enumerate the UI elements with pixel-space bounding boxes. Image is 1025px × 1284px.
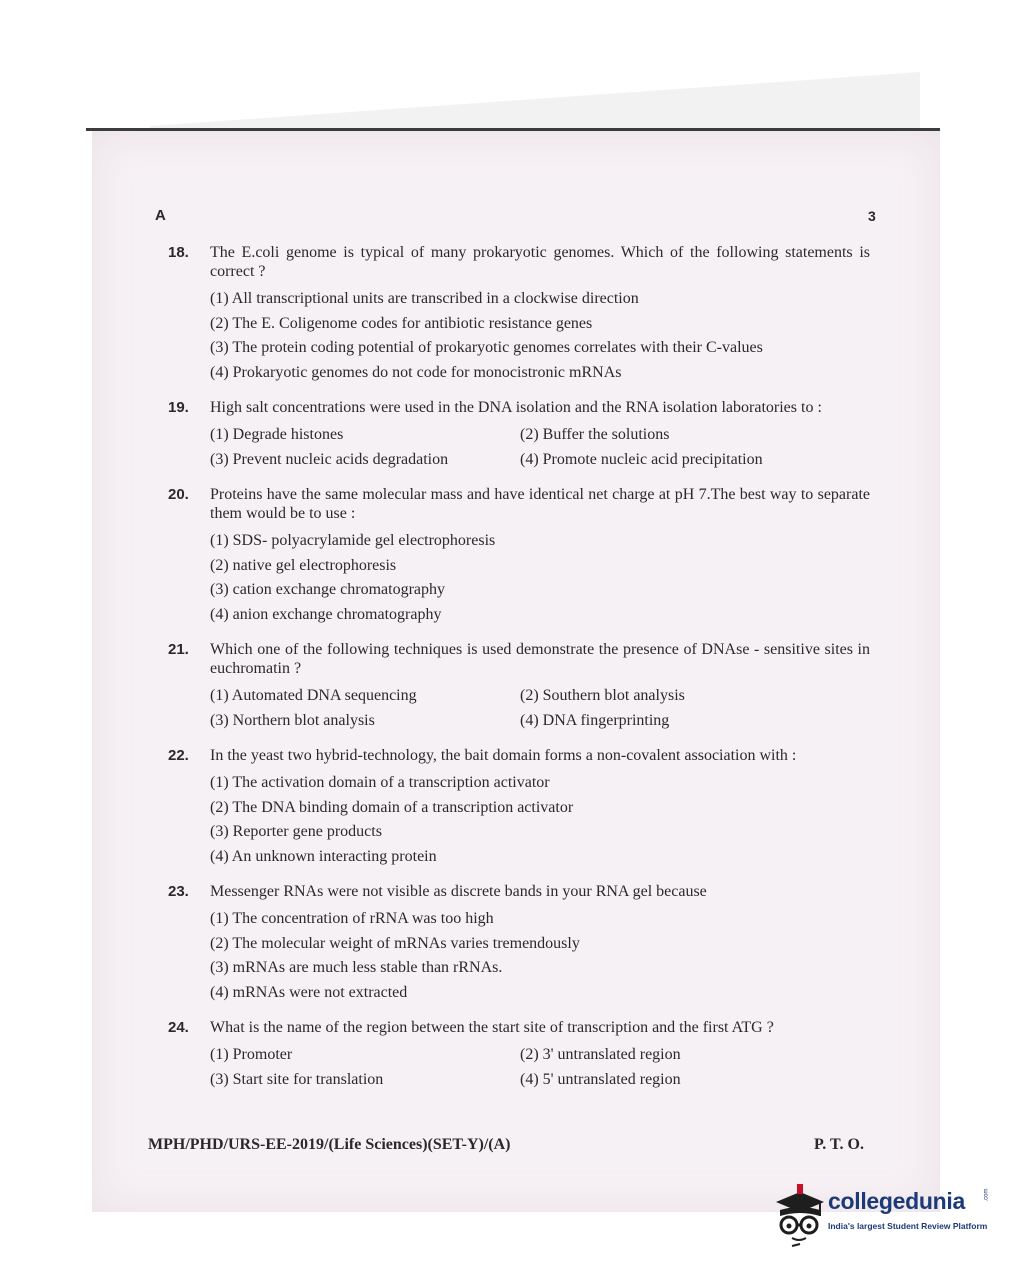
option-3: (3) Prevent nucleic acids degradation <box>210 450 449 468</box>
question-text: Which one of the following techniques is used demonstrate the presence of DNAse - sensitive sites in euchromatin ? <box>210 641 870 677</box>
option-list <box>210 423 870 472</box>
option-3: (3) mRNAs are much less stable than rRNAs. <box>210 959 503 976</box>
option-2: (2) Southern blot analysis <box>520 687 685 704</box>
brand-domain: .com <box>983 1188 990 1202</box>
question-24 <box>168 1018 870 1092</box>
question-number: 19. <box>168 399 189 416</box>
option-1: (1) The concentration of rRNA was too high <box>210 910 494 927</box>
question-text: Proteins have the same molecular mass and have identical net charge at pH 7.The best way to separate them would be to use : <box>210 486 870 522</box>
question-number: 23. <box>168 883 189 900</box>
page-number: 3 <box>868 208 876 224</box>
question-22 <box>168 746 870 869</box>
option-3: (3) Northern blot analysis <box>210 711 375 729</box>
question-18 <box>168 243 870 385</box>
option-4: (4) Promote nucleic acid precipitation <box>520 450 763 468</box>
question-list <box>168 243 870 1105</box>
question-number: 21. <box>168 641 189 658</box>
option-2: (2) native gel electrophoresis <box>210 556 397 574</box>
question-number: 20. <box>168 486 189 503</box>
option-2: (2) 3' untranslated region <box>520 1046 681 1063</box>
question-text: High salt concentrations were used in the DNA isolation and the RNA isolation laboratories to : <box>210 399 822 416</box>
option-1: (1) Promoter <box>210 1046 293 1063</box>
question-number: 18. <box>168 244 189 261</box>
option-list <box>210 1043 870 1092</box>
question-text: The E.coli genome is typical of many prokaryotic genomes. Which of the following statements is correct ? <box>210 244 870 280</box>
option-4: (4) 5' untranslated region <box>520 1070 681 1088</box>
upper-page-edge <box>150 72 920 132</box>
option-4: (4) Prokaryotic genomes do not code for monocistronic mRNAs <box>210 363 622 381</box>
option-1: (1) SDS- polyacrylamide gel electrophoresis <box>210 532 496 549</box>
option-2: (2) The E. Coligenome codes for antibiotic resistance genes <box>210 314 593 332</box>
option-3: (3) cation exchange chromatography <box>210 581 446 598</box>
graduate-mascot-icon <box>770 1180 828 1250</box>
question-text: In the yeast two hybrid-technology, the bait domain forms a non-covalent association with : <box>210 747 797 764</box>
question-20 <box>168 485 870 627</box>
question-number: 24. <box>168 1019 189 1036</box>
option-list <box>210 529 870 627</box>
option-2: (2) Buffer the solutions <box>520 426 670 443</box>
collegedunia-watermark <box>770 1180 990 1250</box>
option-3: (3) Reporter gene products <box>210 823 382 840</box>
question-21 <box>168 640 870 733</box>
option-4: (4) anion exchange chromatography <box>210 605 442 623</box>
option-1: (1) Degrade histones <box>210 426 344 443</box>
option-4: (4) An unknown interacting protein <box>210 847 437 865</box>
question-number: 22. <box>168 747 189 764</box>
brand-name: collegedunia <box>828 1188 965 1214</box>
option-1: (1) Automated DNA sequencing <box>210 687 417 704</box>
option-3: (3) The protein coding potential of prokaryotic genomes correlates with their C-values <box>210 339 763 356</box>
brand-tagline: India's largest Student Review Platform <box>828 1221 988 1231</box>
option-2: (2) The molecular weight of mRNAs varies tremendously <box>210 934 580 952</box>
option-4: (4) DNA fingerprinting <box>520 711 670 729</box>
paper-code: MPH/PHD/URS-EE-2019/(Life Sciences)(SET-Y)/(A) <box>148 1136 511 1153</box>
option-1: (1) All transcriptional units are transcribed in a clockwise direction <box>210 290 639 307</box>
option-3: (3) Start site for translation <box>210 1070 384 1088</box>
question-text: What is the name of the region between the start site of transcription and the first ATG ? <box>210 1019 774 1036</box>
option-list <box>210 771 870 869</box>
option-2: (2) The DNA binding domain of a transcription activator <box>210 798 574 816</box>
option-4: (4) mRNAs were not extracted <box>210 983 408 1001</box>
please-turn-over: P. T. O. <box>814 1136 864 1153</box>
option-list <box>210 907 870 1005</box>
set-letter: A <box>155 207 166 224</box>
question-23 <box>168 882 870 1005</box>
option-1: (1) The activation domain of a transcription activator <box>210 774 550 791</box>
option-list <box>210 684 870 733</box>
option-list <box>210 287 870 385</box>
question-19 <box>168 398 870 472</box>
question-text: Messenger RNAs were not visible as discrete bands in your RNA gel because <box>210 883 707 900</box>
